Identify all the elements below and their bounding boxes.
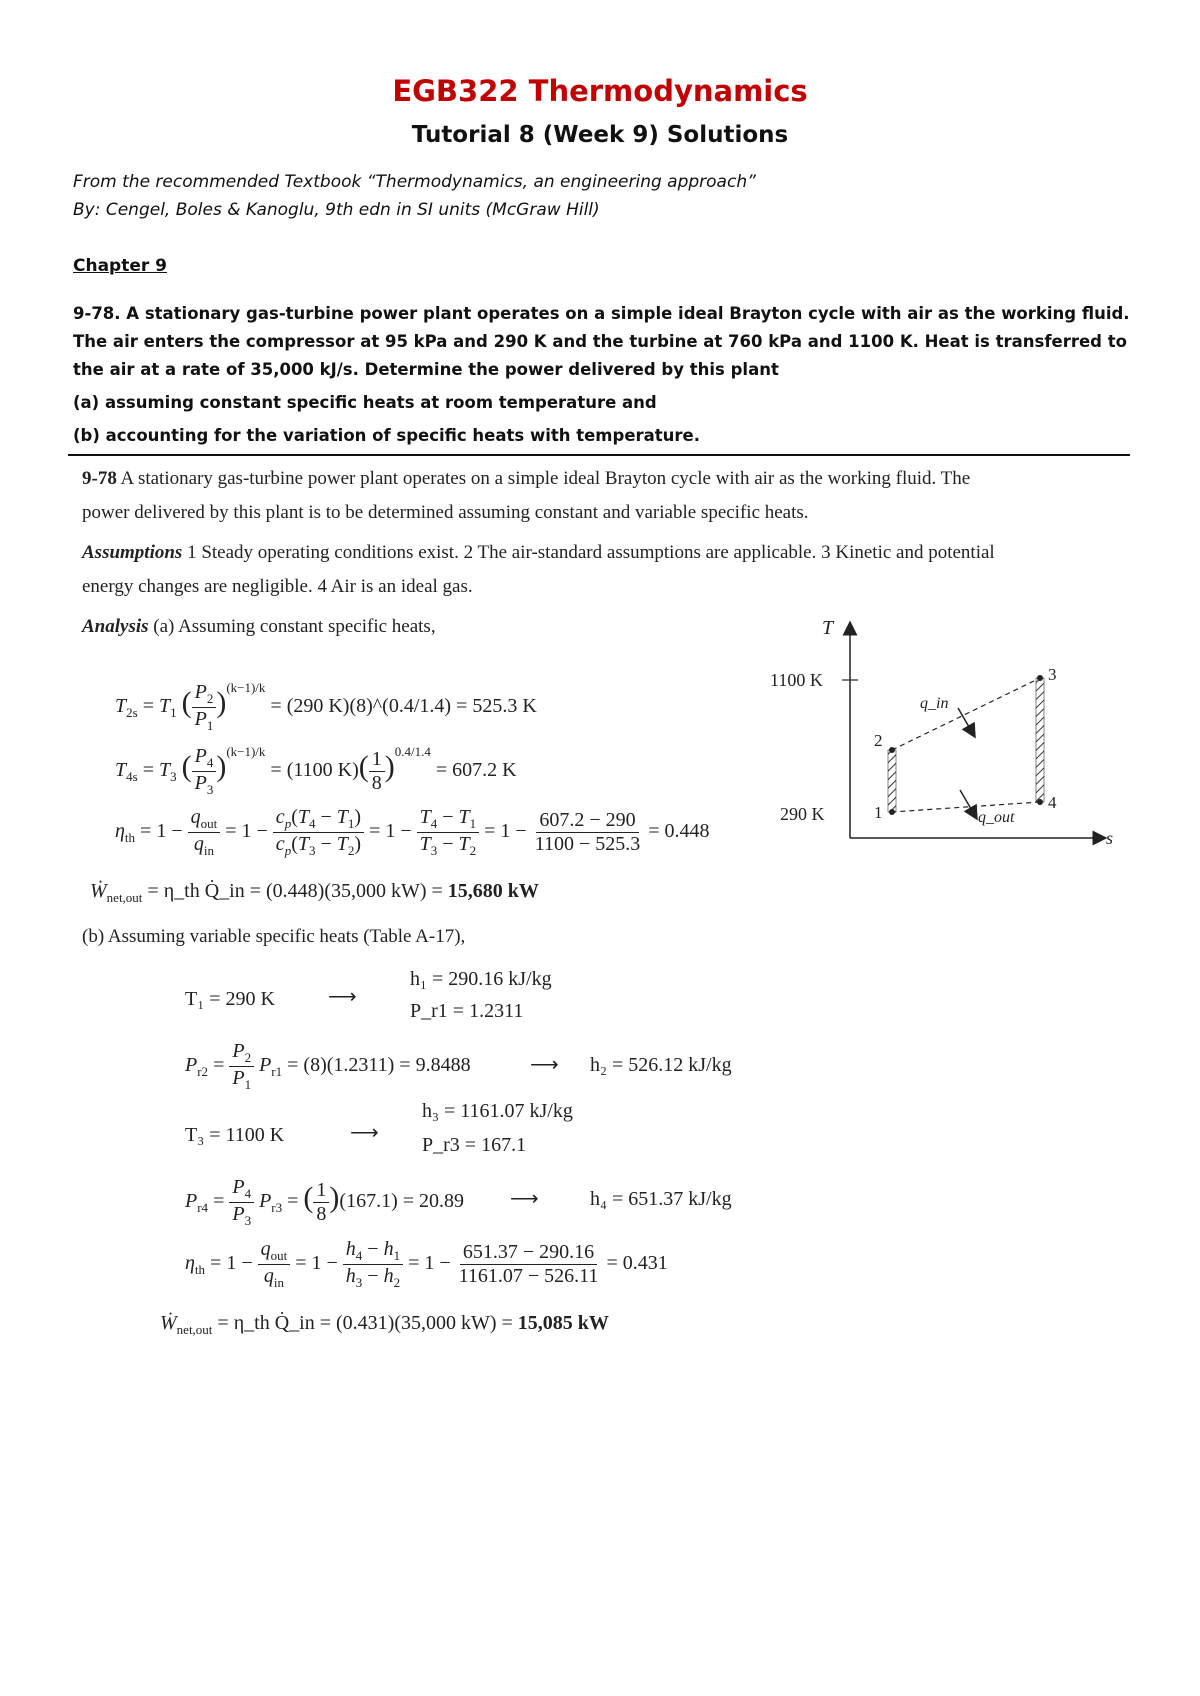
pr2-result: = (8)(1.2311) = 9.8488 xyxy=(287,1054,471,1077)
textbook-authors: By: Cengel, Boles & Kanoglu, 9th edn in SI units (McGraw Hill) xyxy=(73,200,600,220)
page-title: EGB322 Thermodynamics xyxy=(392,74,808,108)
state4-enthalpy: h₄ = 651.37 kJ/kg xyxy=(590,1188,732,1210)
q-out-label: q_out xyxy=(978,809,1015,826)
analysis-heading xyxy=(82,616,436,638)
solution-intro-text: A stationary gas-turbine power plant operates on a simple ideal Brayton cycle with air as the working fluid. The xyxy=(116,468,971,489)
process-3-4 xyxy=(1036,678,1044,802)
eta-b-denominator: 1161.07 − 526.11 xyxy=(458,1264,599,1287)
equation-efficiency-b: $\eta_{th} = 1$ − $\frac{q_{out}}{q_{in}}$ = 1 − $\frac{h_4 - h_1}{h_3 - h_2}$ = 1 − $\frac{651.37 - 290.16}{1161.07 - 526.11}$ = 0.431 xyxy=(185,1238,668,1290)
question-part-a: (a) assuming constant specific heats at room temperature and xyxy=(73,393,657,412)
process-1-2 xyxy=(888,750,896,812)
eta-b-numerator: 651.37 − 290.16 xyxy=(460,1241,597,1265)
q-in-arrow xyxy=(958,708,972,732)
t4s-result: = 607.2 K xyxy=(435,759,517,781)
question-part-b: (b) accounting for the variation of specific heats with temperature. xyxy=(73,426,701,445)
solution-intro-line2: power delivered by this plant is to be determined assuming constant and variable specific heats. xyxy=(82,502,809,523)
q-out-arrow xyxy=(960,790,974,814)
wnet-b-expression: = η_th Q̇_in = (0.431)(35,000 kW) = xyxy=(217,1312,518,1334)
part-b-heading: (b) Assuming variable specific heats (Table A-17), xyxy=(82,926,466,947)
temp-low-label: 290 K xyxy=(780,804,825,824)
arrow-icon: ⟶ xyxy=(510,1188,539,1210)
page-subtitle: Tutorial 8 (Week 9) Solutions xyxy=(411,122,789,148)
state3-enthalpy: h₃ = 1161.07 kJ/kg xyxy=(422,1100,573,1122)
eta-a-result: = 0.448 xyxy=(648,820,710,843)
question-line: 9-78. A stationary gas-turbine power plant operates on a simple ideal Brayton cycle with air as the working fluid. xyxy=(73,304,1130,323)
arrow-icon: ⟶ xyxy=(350,1122,379,1144)
state3-pr: P_r3 = 167.1 xyxy=(422,1134,527,1156)
eta-a-numerator: 607.2 − 290 xyxy=(536,809,638,833)
q-in-label: q_in xyxy=(920,695,949,712)
process-2-3 xyxy=(892,678,1040,750)
state-label-4: 4 xyxy=(1048,793,1057,812)
question-line: the air at a rate of 35,000 kJ/s. Determine the power delivered by this plant xyxy=(73,360,779,379)
analysis-label: Analysis xyxy=(82,616,149,637)
equation-wnet-b: Ẇ$_{net,out}$ = η_th Q̇_in = (0.431)(35,000 kW) = 15,085 kW xyxy=(160,1312,609,1337)
t-axis-label: T xyxy=(822,617,834,639)
wnet-a-result: 15,680 kW xyxy=(447,880,539,902)
equation-t2s: $T_{2s} = T_1$ ( $\frac{P_2}{P_1}$ )$^{(k-1)/k}$ = (290 K)(8)^(0.4/1.4) = 525.3 K xyxy=(115,680,537,733)
state-point-1 xyxy=(889,809,895,815)
equation-wnet-a: Ẇ$_{net,out}$ = η_th Q̇_in = (0.448)(35,000 kW) = 15,680 kW xyxy=(90,880,539,905)
state1-pr: P_r1 = 1.2311 xyxy=(410,1000,524,1022)
assumptions xyxy=(82,542,995,564)
state-point-4 xyxy=(1037,799,1043,805)
process-4-1 xyxy=(892,802,1040,812)
analysis-part-a: (a) Assuming constant specific heats, xyxy=(148,616,436,637)
assumptions-label: Assumptions xyxy=(82,542,183,563)
question-line: The air enters the compressor at 95 kPa and 290 K and the turbine at 760 kPa and 1100 K. Heat is transferred to xyxy=(73,332,1127,351)
state-point-3 xyxy=(1037,675,1043,681)
wnet-b-result: 15,085 kW xyxy=(517,1312,609,1334)
arrow-icon: ⟶ xyxy=(530,1054,559,1076)
solution-intro xyxy=(82,468,970,490)
s-axis-label: s xyxy=(1106,828,1114,848)
eta-a-denominator: 1100 − 525.3 xyxy=(534,832,641,855)
t2s-result: = (290 K)(8)^(0.4/1.4) = 525.3 K xyxy=(270,695,537,717)
state-label-2: 2 xyxy=(874,731,883,750)
assumptions-text: 1 Steady operating conditions exist. 2 The air-standard assumptions are applicable. 3 Kinetic and potential xyxy=(182,542,995,563)
equation-pr2: $P_{r2}$ = $\frac{P_2}{P_1}$ $P_{r1} = (8)(1.2311) = 9.8488$ xyxy=(185,1040,471,1092)
state1-enthalpy: h₁ = 290.16 kJ/kg xyxy=(410,968,552,990)
state-label-1: 1 xyxy=(874,803,883,822)
equation-pr4: $P_{r4}$ = $\frac{P_4}{P_3}$ $P_{r3}$ = ( $\frac{1}{8}$ )(167.1) = 20.89 xyxy=(185,1176,465,1228)
assumptions-line2: energy changes are negligible. 4 Air is an ideal gas. xyxy=(82,576,473,597)
state-point-2 xyxy=(889,747,895,753)
equation-t4s: $T_{4s} = T_3$ ( $\frac{P_4}{P_3}$ )$^{(k-1)/k}$ = (1100 K)( $\frac{1}{8}$ )$^{0.4/1.4}$ = 607.2 K xyxy=(115,744,517,797)
state2-enthalpy: h₂ = 526.12 kJ/kg xyxy=(590,1054,732,1076)
eta-b-result: = 0.431 xyxy=(606,1252,668,1275)
temp-high-label: 1100 K xyxy=(770,670,823,690)
chapter-heading: Chapter 9 xyxy=(73,256,168,276)
ts-diagram xyxy=(760,610,1120,850)
textbook-reference: From the recommended Textbook “Thermodynamics, an engineering approach” xyxy=(73,172,756,192)
pr4-result: (167.1) = 20.89 xyxy=(339,1190,465,1213)
state1-temperature: T₁ = 290 K xyxy=(185,988,275,1010)
arrow-icon: ⟶ xyxy=(328,986,357,1008)
wnet-a-expression: = η_th Q̇_in = (0.448)(35,000 kW) = xyxy=(147,880,448,902)
state-label-3: 3 xyxy=(1048,665,1057,684)
section-divider xyxy=(68,454,1130,456)
equation-efficiency-a: $\eta_{th} = 1$ − $\frac{q_{out}}{q_{in}}$ = 1 − $\frac{c_p(T_4 - T_1)}{c_p(T_3 - T_2)}$ = 1 − $\frac{T_4 - T_1}{T_3 - T_2}$ = 1 − $\frac{607.2 - 290}{1100 - 525.3}$ = 0.448 xyxy=(115,806,710,858)
state3-temperature: T₃ = 1100 K xyxy=(185,1124,285,1146)
solution-number: 9-78 xyxy=(82,468,117,489)
